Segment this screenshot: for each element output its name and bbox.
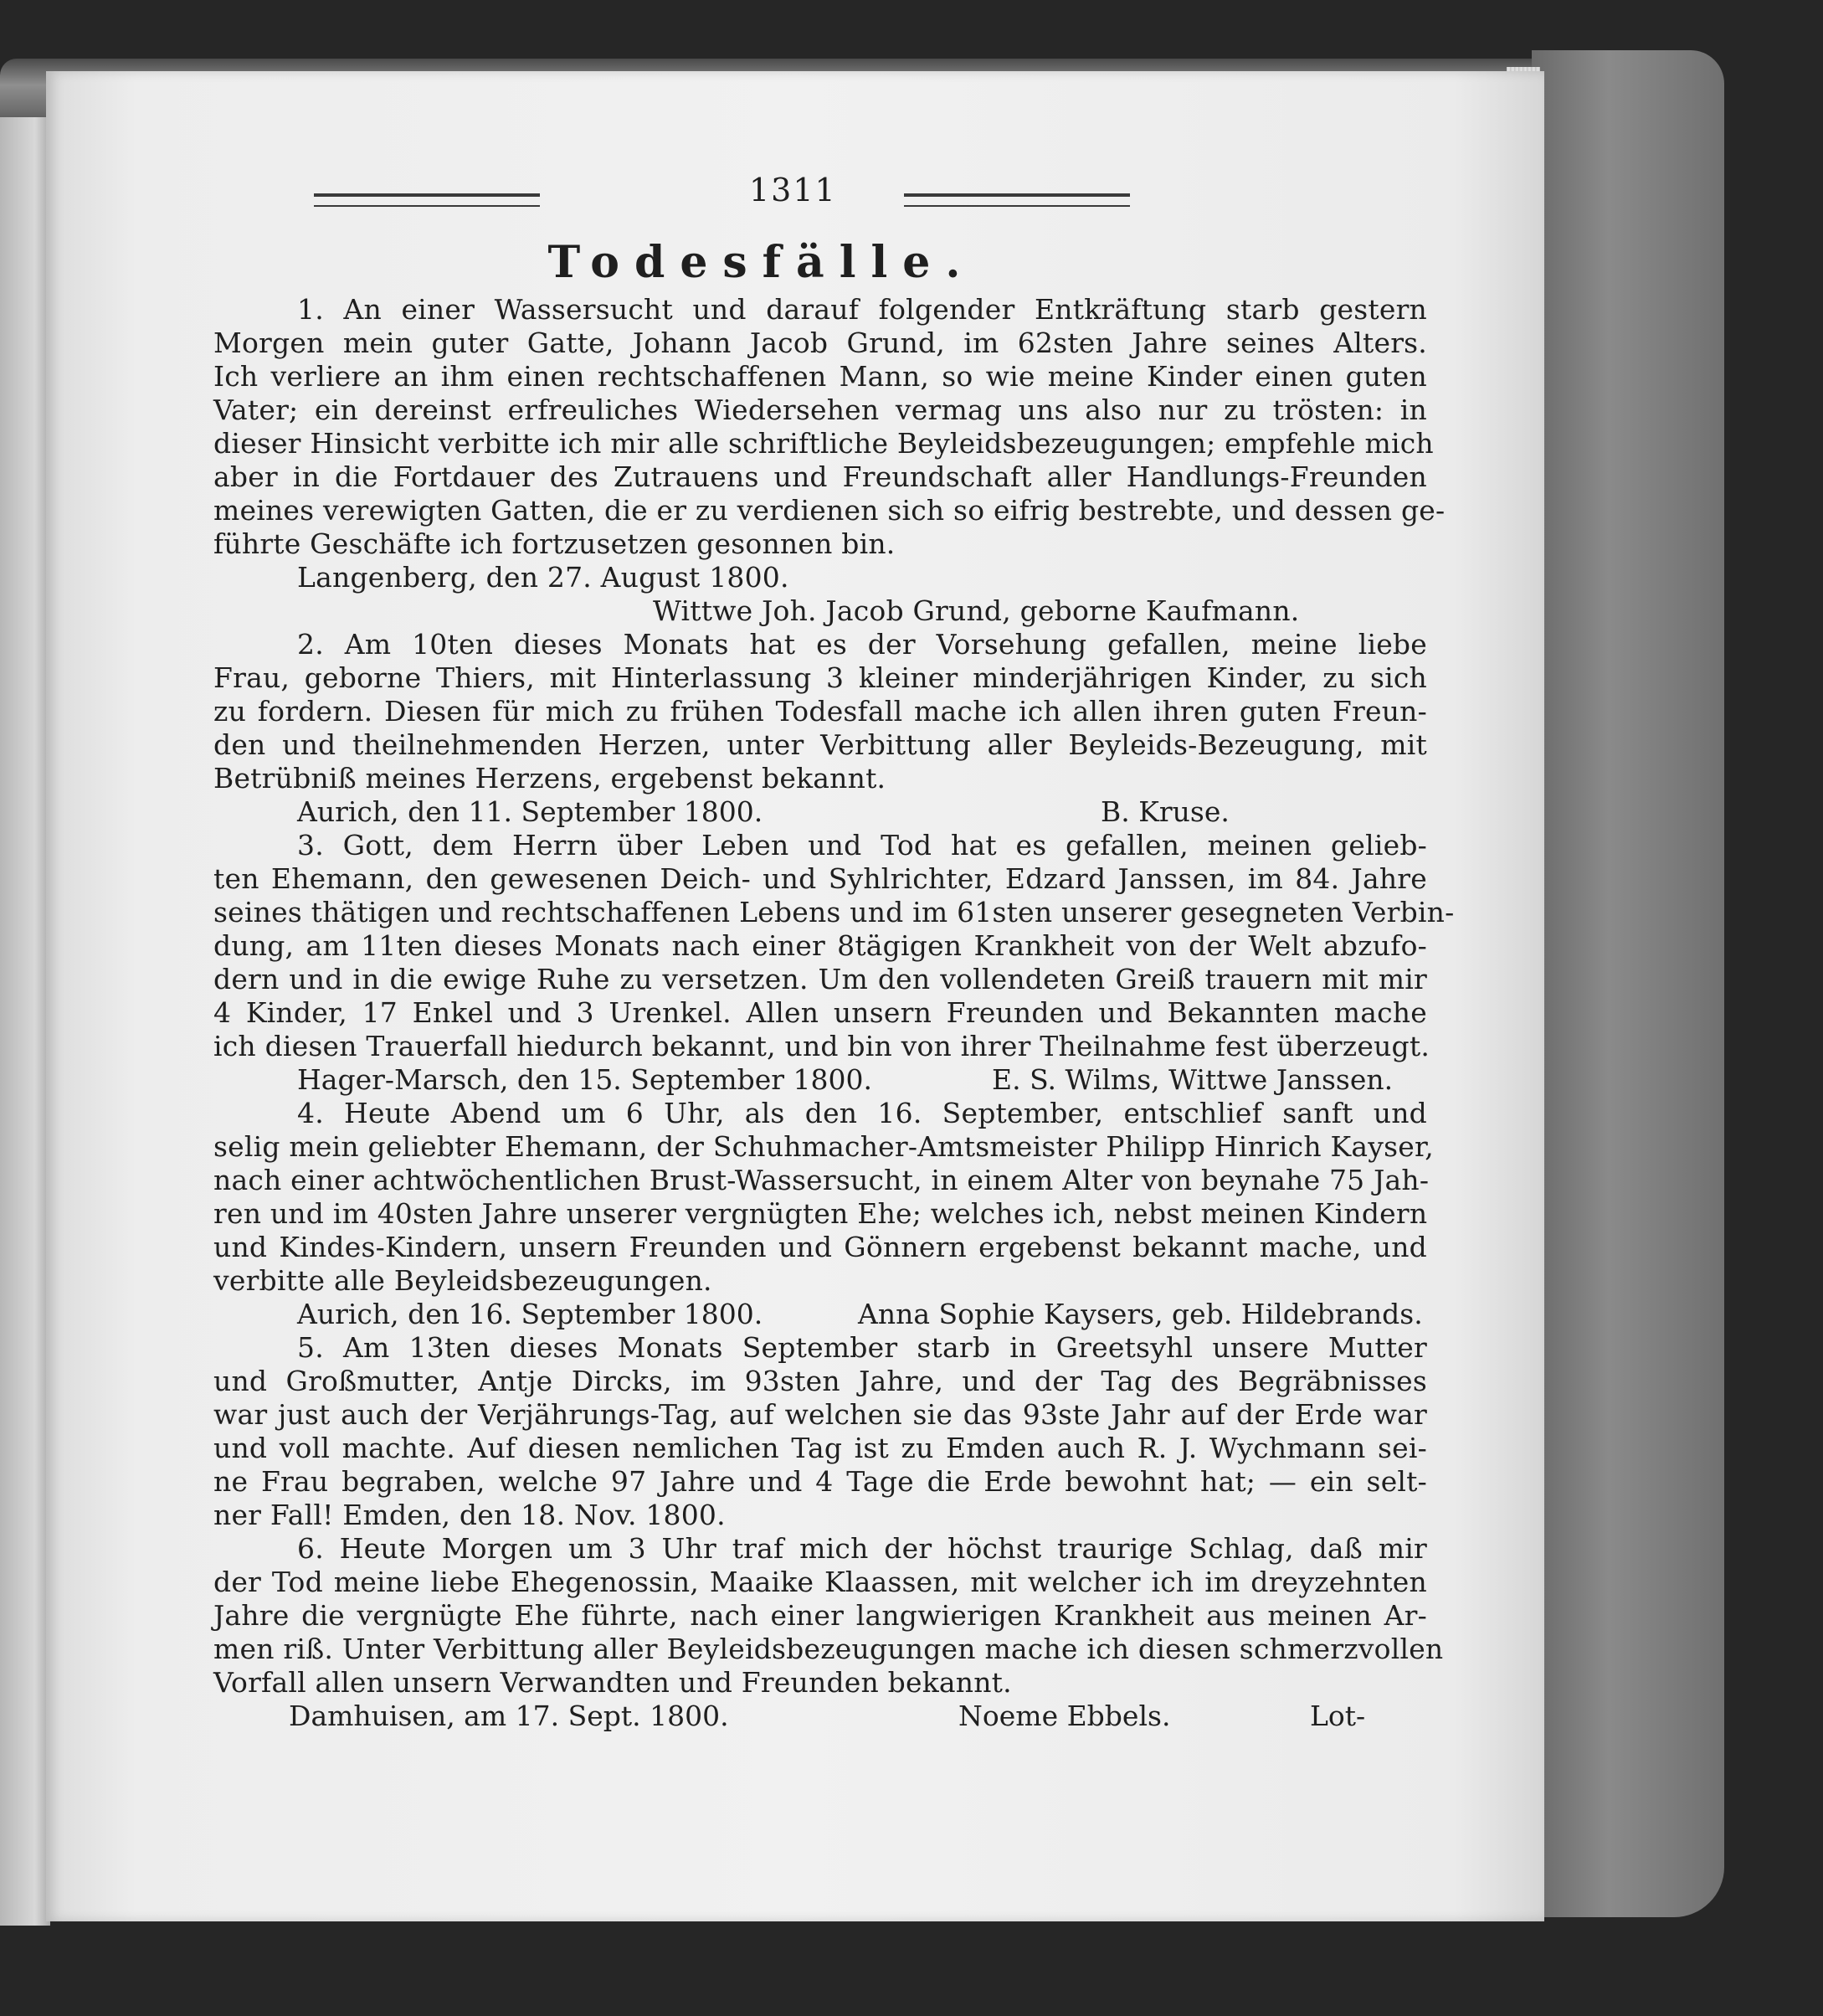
notice-5 [213,1331,1427,1532]
place-date: Aurich, den 11. September 1800. [297,795,763,828]
text-line: Jahre die vergnügte Ehe führte, nach einer langwierigen Krankheit aus meinen Ar- [213,1599,1427,1632]
text-line: ne Frau begraben, welche 97 Jahre und 4 Tage die Erde bewohnt hat; — ein selt- [213,1465,1427,1498]
text-line: war just auch der Verjährungs-Tag, auf welchen sie das 93ste Jahr auf der Erde war [213,1398,1427,1431]
text-line: 6. Heute Morgen um 3 Uhr traf mich der höchst traurige Schlag, daß mir [297,1532,1427,1565]
text-line: ten Ehemann, den gewesenen Deich- und Syhlrichter, Edzard Janssen, im 84. Jahre [213,862,1427,895]
text-line: 3. Gott, dem Herrn über Leben und Tod hat es gefallen, meinen gelieb- [297,829,1427,861]
text-line: Vorfall allen unsern Verwandten und Freunden bekannt. [213,1666,1012,1699]
text-line: meines verewigten Gatten, die er zu verdienen sich so eifrig bestrebte, und dessen ge- [213,494,1446,527]
text-line: 4. Heute Abend um 6 Uhr, als den 16. September, entschlief sanft und [297,1097,1427,1129]
place-date: Langenberg, den 27. August 1800. [297,561,789,594]
text-line: ren und im 40sten Jahre unserer vergnügten Ehe; welches ich, nebst meinen Kindern [213,1197,1428,1230]
page-header [213,172,1427,222]
text-line: der Tod meine liebe Ehegenossin, Maaike Klaassen, mit welcher ich im dreyzehnten [213,1566,1427,1598]
text-line: 2. Am 10ten dieses Monats hat es der Vorsehung gefallen, meine liebe [297,628,1427,661]
signature: B. Kruse. [1101,795,1230,828]
text-line: seines thätigen und rechtschaffenen Lebens und im 61sten unserer gesegneten Verbin- [213,896,1455,928]
text-line: dung, am 11ten dieses Monats nach einer 8tägigen Krankheit von der Welt abzufo- [213,929,1427,962]
catchword: Lot- [1310,1700,1366,1732]
text-line: ner Fall! Emden, den 18. Nov. 1800. [213,1499,726,1531]
text-line: dieser Hinsicht verbitte ich mir alle schriftliche Beyleidsbezeugungen; empfehle mich [213,427,1434,460]
previous-page-edge [0,117,50,1926]
signature: Wittwe Joh. Jacob Grund, geborne Kaufmann. [653,594,1300,627]
text-line: 5. Am 13ten dieses Monats September starb in Greetsyhl unsere Mutter [297,1331,1427,1364]
text-line: Vater; ein dereinst erfreuliches Wiedersehen vermag uns also nur zu trösten: in [213,393,1427,426]
notice-1 [213,293,1446,628]
place-date-signature-row [213,1298,1427,1331]
text-line: dern und in die ewige Ruhe zu versetzen. Um den vollendeten Greiß trauern mit mir [213,963,1427,995]
notice-2 [213,628,1427,829]
page-number: 1311 [749,172,837,208]
notice-3 [213,829,1455,1097]
text-line: und voll machte. Auf diesen nemlichen Tag ist zu Emden auch R. J. Wychmann sei- [213,1432,1427,1464]
text-line: ich diesen Trauerfall hiedurch bekannt, und bin von ihrer Theilnahme fest überzeugt. [213,1030,1430,1062]
text-line: Morgen mein guter Gatte, Johann Jacob Grund, im 62sten Jahre seines Alters. [213,327,1427,359]
notice-6 [213,1532,1444,1733]
place-date-signature-row [213,1063,1427,1097]
place-date: Aurich, den 16. September 1800. [297,1298,763,1330]
text-line: 4 Kinder, 17 Enkel und 3 Urenkel. Allen unsern Freunden und Bekannten mache [213,996,1427,1029]
text-line: selig mein geliebter Ehemann, der Schuhmacher-Amtsmeister Philipp Hinrich Kayser, [213,1130,1434,1163]
place-date-signature-row [213,795,1427,829]
text-line: men riß. Unter Verbittung aller Beyleidsbezeugungen mache ich diesen schmerzvollen [213,1633,1444,1665]
text-line: nach einer achtwöchentlichen Brust-Wassersucht, in einem Alter von beynahe 75 Jah- [213,1164,1430,1196]
text-line: Ich verliere an ihm einen rechtschaffenen Mann, so wie meine Kinder einen guten [213,360,1427,393]
text-line: 1. An einer Wassersucht und darauf folgender Entkräftung starb gestern [297,293,1427,326]
page-text [213,172,1455,1733]
text-line: und Kindes-Kindern, unsern Freunden und Gönnern ergebenst bekannt mache, und [213,1231,1427,1263]
signature: Noeme Ebbels. [958,1700,1171,1732]
notice-4 [213,1097,1434,1331]
text-line: Betrübniß meines Herzens, ergebenst bekannt. [213,762,886,795]
text-line: den und theilnehmenden Herzen, unter Verbittung aller Beyleids-Bezeugung, mit [213,728,1427,761]
header-rule-left [314,193,540,207]
text-line: führte Geschäfte ich fortzusetzen gesonnen bin. [213,527,896,560]
text-line: aber in die Fortdauer des Zutrauens und Freundschaft aller Handlungs-Freunden [213,460,1427,493]
book-cover-edge [1532,50,1724,1917]
signature: Anna Sophie Kaysers, geb. Hildebrands. [858,1298,1423,1330]
header-rule-right [904,193,1130,207]
text-line: Frau, geborne Thiers, mit Hinterlassung 3 kleiner minderjährigen Kinder, zu sich [213,661,1427,694]
text-line: und Großmutter, Antje Dircks, im 93sten Jahre, und der Tag des Begräbnisses [213,1365,1427,1397]
place-date-signature-row [213,1700,1427,1733]
text-line: zu fordern. Diesen für mich zu frühen Todesfall mache ich allen ihren guten Freun- [213,695,1427,728]
section-title: Todesfälle. [547,237,976,288]
place-date: Damhuisen, am 17. Sept. 1800. [289,1700,729,1732]
text-line: verbitte alle Beyleidsbezeugungen. [213,1264,712,1297]
signature: E. S. Wilms, Wittwe Janssen. [992,1063,1394,1096]
place-date: Hager-Marsch, den 15. September 1800. [297,1063,873,1096]
